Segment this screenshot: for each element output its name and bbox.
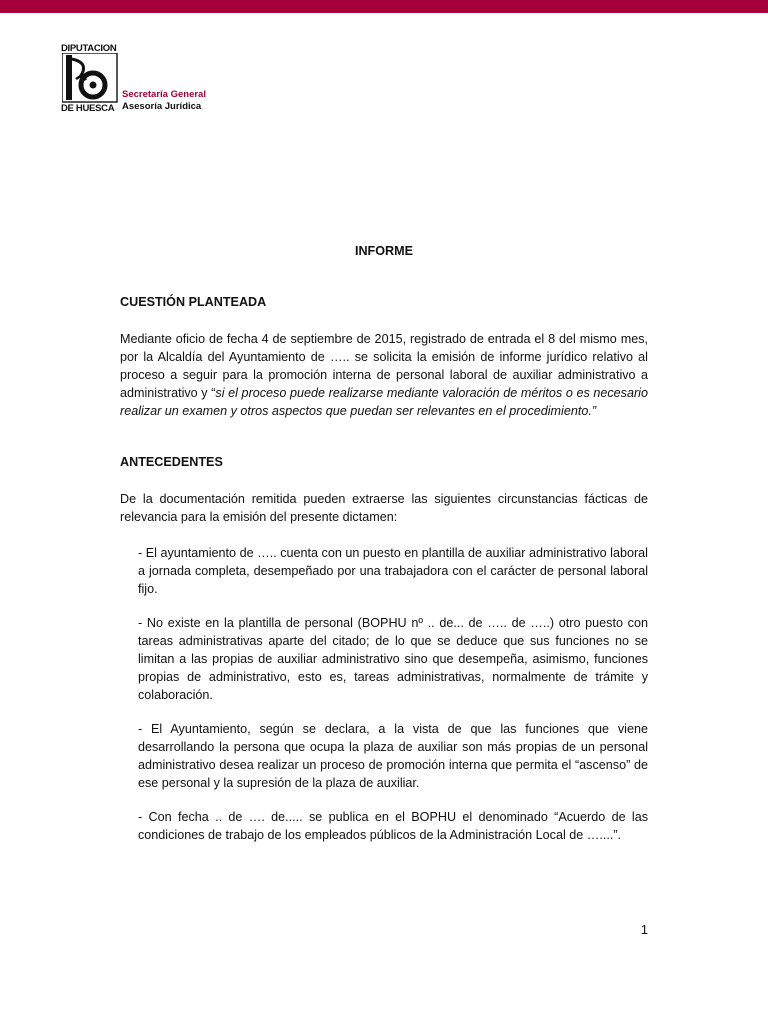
paragraph-regular-text: Mediante oficio de fecha 4 de septiembre de 2015, registrado de entrada el 8 del mismo mes, por la Alcaldía del Ayuntamiento de ….. se solicita la emisión de informe jurídico relativo al proceso a seguir para la promoción interna de personal laboral de auxiliar administrativo a administrativo y “ bbox=[120, 332, 648, 400]
document-body bbox=[120, 230, 648, 844]
section-paragraph-cuestion bbox=[120, 330, 648, 420]
list-item: - No existe en la plantilla de personal (BOPHU nº .. de... de ….. de …..) otro puesto con tareas administrativas aparte del citado; de lo que se deduce que sus funciones no se limitan a las propias de auxiliar administrativo sino que desempeña, asimismo, funciones propias de administrativo, esto es, tareas administrativas, normalmente de trámite y colaboración. bbox=[138, 616, 648, 702]
section-paragraph-antecedentes: De la documentación remitida pueden extraerse las siguientes circunstancias fácticas de relevancia para la emisión del presente dictamen: bbox=[120, 492, 648, 524]
department-name: Secretaría General bbox=[122, 89, 206, 100]
logo-text-top: DIPUTACION bbox=[61, 43, 117, 54]
logo-text-bottom: DE HUESCA bbox=[61, 103, 115, 114]
diputacion-logo-icon bbox=[62, 53, 118, 103]
list-item: - El Ayuntamiento, según se declara, a la vista de que las funciones que viene desarrollando la persona que ocupa la plaza de auxiliar son más propias de un personal administrativo desea realizar un proceso de promoción interna que permita el “ascenso” de ese personal y la supresión de la plaza de auxiliar. bbox=[138, 722, 648, 790]
sub-department-name: Asesoría Jurídica bbox=[122, 101, 202, 112]
section-heading-antecedentes: ANTECEDENTES bbox=[120, 455, 223, 469]
list-item: - El ayuntamiento de ….. cuenta con un puesto en plantilla de auxiliar administrativo laboral a jornada completa, desempeñado por una trabajadora con el carácter de personal laboral fijo. bbox=[138, 546, 648, 596]
page-number: 1 bbox=[640, 922, 648, 937]
paragraph-italic-quote: si el proceso puede realizarse mediante valoración de méritos o es necesario realizar un examen y otros aspectos que puedan ser relevantes en el procedimiento.” bbox=[120, 386, 648, 418]
list-item: - Con fecha .. de …. de..... se publica en el BOPHU el denominado “Acuerdo de las condiciones de trabajo de los empleados públicos de la Administración Local de …....”. bbox=[138, 810, 648, 842]
document-title: INFORME bbox=[354, 244, 414, 258]
top-color-band bbox=[0, 0, 768, 13]
section-heading-cuestion: CUESTIÓN PLANTEADA bbox=[120, 295, 267, 309]
letterhead bbox=[60, 42, 260, 117]
